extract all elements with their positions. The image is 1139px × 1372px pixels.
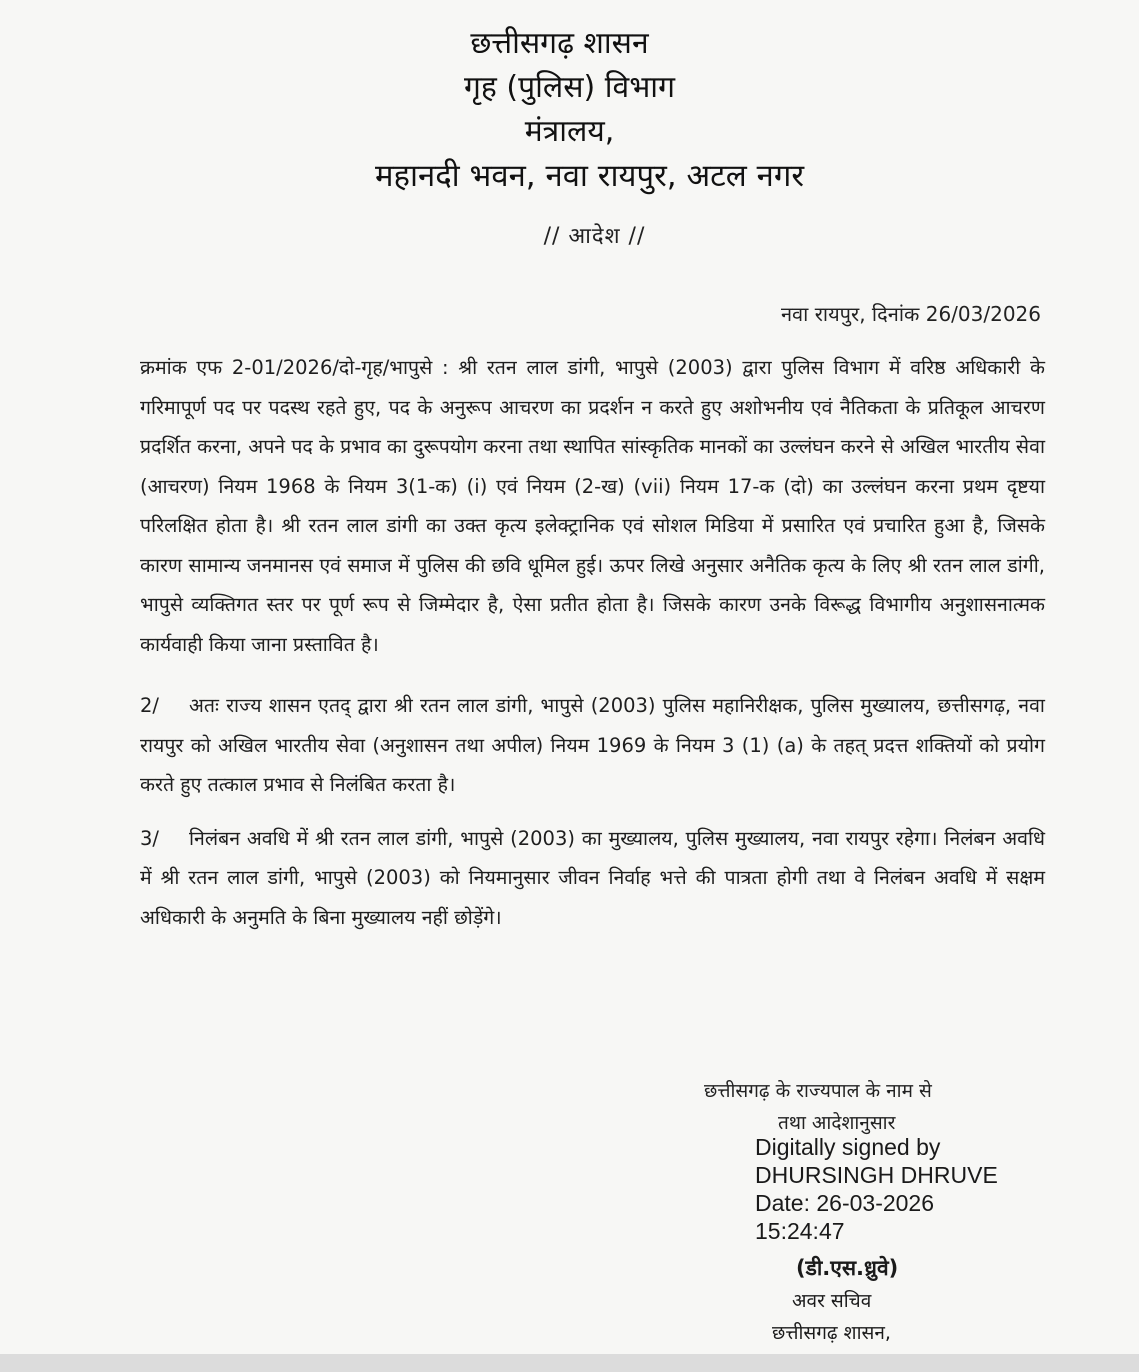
digital-signature-date: Date: 26-03-2026 (755, 1190, 935, 1216)
office-address: महानदी भवन, नवा रायपुर, अटल नगर (374, 158, 805, 194)
department-name: गृह (पुलिस) विभाग (464, 70, 675, 105)
digital-signature-line: Digitally signed by (755, 1134, 941, 1160)
digital-signature (755, 1133, 1020, 1245)
paragraph-3 (140, 819, 1045, 938)
letterhead (0, 0, 1139, 198)
paragraph-1: क्रमांक एफ 2-01/2026/दो-गृह/भापुसे : श्री रतन लाल डांगी, भापुसे (2003) द्वारा पुलिस विभाग में वरिष्ठ अधिकारी के गरिमापूर्ण पद पर पदस्थ रहते हुए, पद के अनुरूप आचरण का प्रदर्शन न करते हुए अशोभनीय एवं नैतिकता के प्रतिकूल आचरण प्रदर्शित करना, अपने पद के प्रभाव का दुरूपयोग करना तथा स्थापित सांस्कृतिक मानकों का उल्लंघन करने से अखिल भारतीय सेवा (आचरण) नियम 1968 के नियम 3(1-क) (i) एवं नियम (2-ख) (vii) नियम 17-क (दो) का उल्लंघन करना प्रथम दृष्टया परिलक्षित होता है। श्री रतन लाल डांगी का उक्त कृत्य इलेक्ट्रानिक एवं सोशल मिडिया में प्रसारित एवं प्रचारित हुआ है, जिसके कारण सामान्य जनमानस एवं समाज में पुलिस की छवि धूमिल हुई। ऊपर लिखे अनुसार अनैतिक कृत्य के लिए श्री रतन लाल डांगी, भापुसे व्यक्तिगत स्तर पर पूर्ण रूप से जिम्मेदार है, ऐसा प्रतीत होता है। जिसके कारण उनके विरूद्ध विभागीय अनुशासनात्मक कार्यवाही किया जाना प्रस्तावित है। (140, 356, 1045, 656)
signatory-name: (डी.एस.ध्रुवे) (796, 1256, 899, 1280)
place-date: नवा रायपुर, दिनांक 26/03/2026 (780, 302, 1041, 326)
bottom-edge (0, 1354, 1139, 1372)
order-body (140, 348, 1045, 937)
by-order-line: तथा आदेशानुसार (778, 1112, 896, 1134)
paragraph-2-text: अतः राज्य शासन एतद् द्वारा श्री रतन लाल डांगी, भापुसे (2003) पुलिस महानिरीक्षक, पुलिस मुख्यालय, छत्तीसगढ़, नवा रायपुर को अखिल भारतीय सेवा (अनुशासन तथा अपील) नियम 1969 के नियम 3 (1) (a) के तहत् प्रदत्त शक्तियों को प्रयोग करते हुए तत्काल प्रभाव से निलंबित करता है। (140, 694, 1045, 796)
paragraph-2 (140, 686, 1045, 805)
digital-signature-signer: DHURSINGH DHRUVE (755, 1162, 998, 1188)
signatory-government: छत्तीसगढ़ शासन, (772, 1322, 891, 1344)
signatory-designation: अवर सचिव (792, 1290, 872, 1312)
order-title: // आदेश // (543, 224, 646, 249)
on-behalf-line: छत्तीसगढ़ के राज्यपाल के नाम से (704, 1080, 932, 1102)
digital-signature-time: 15:24:47 (755, 1218, 845, 1244)
govt-name: छत्तीसगढ़ शासन (470, 26, 649, 61)
paragraph-3-text: निलंबन अवधि में श्री रतन लाल डांगी, भापुसे (2003) का मुख्यालय, पुलिस मुख्यालय, नवा रायपुर रहेगा। निलंबन अवधि में श्री रतन लाल डांगी, भापुसे (2003) को नियमानुसार जीवन निर्वाह भत्ते की पात्रता होगी तथा वे निलंबन अवधि में सक्षम अधिकारी के अनुमति के बिना मुख्यालय नहीं छोड़ेंगे। (140, 826, 1045, 929)
ministry-name: मंत्रालय, (524, 114, 615, 149)
signature-block (700, 1075, 1020, 1349)
paragraph-number: 2/ (140, 694, 159, 717)
paragraph-number: 3/ (140, 826, 159, 850)
